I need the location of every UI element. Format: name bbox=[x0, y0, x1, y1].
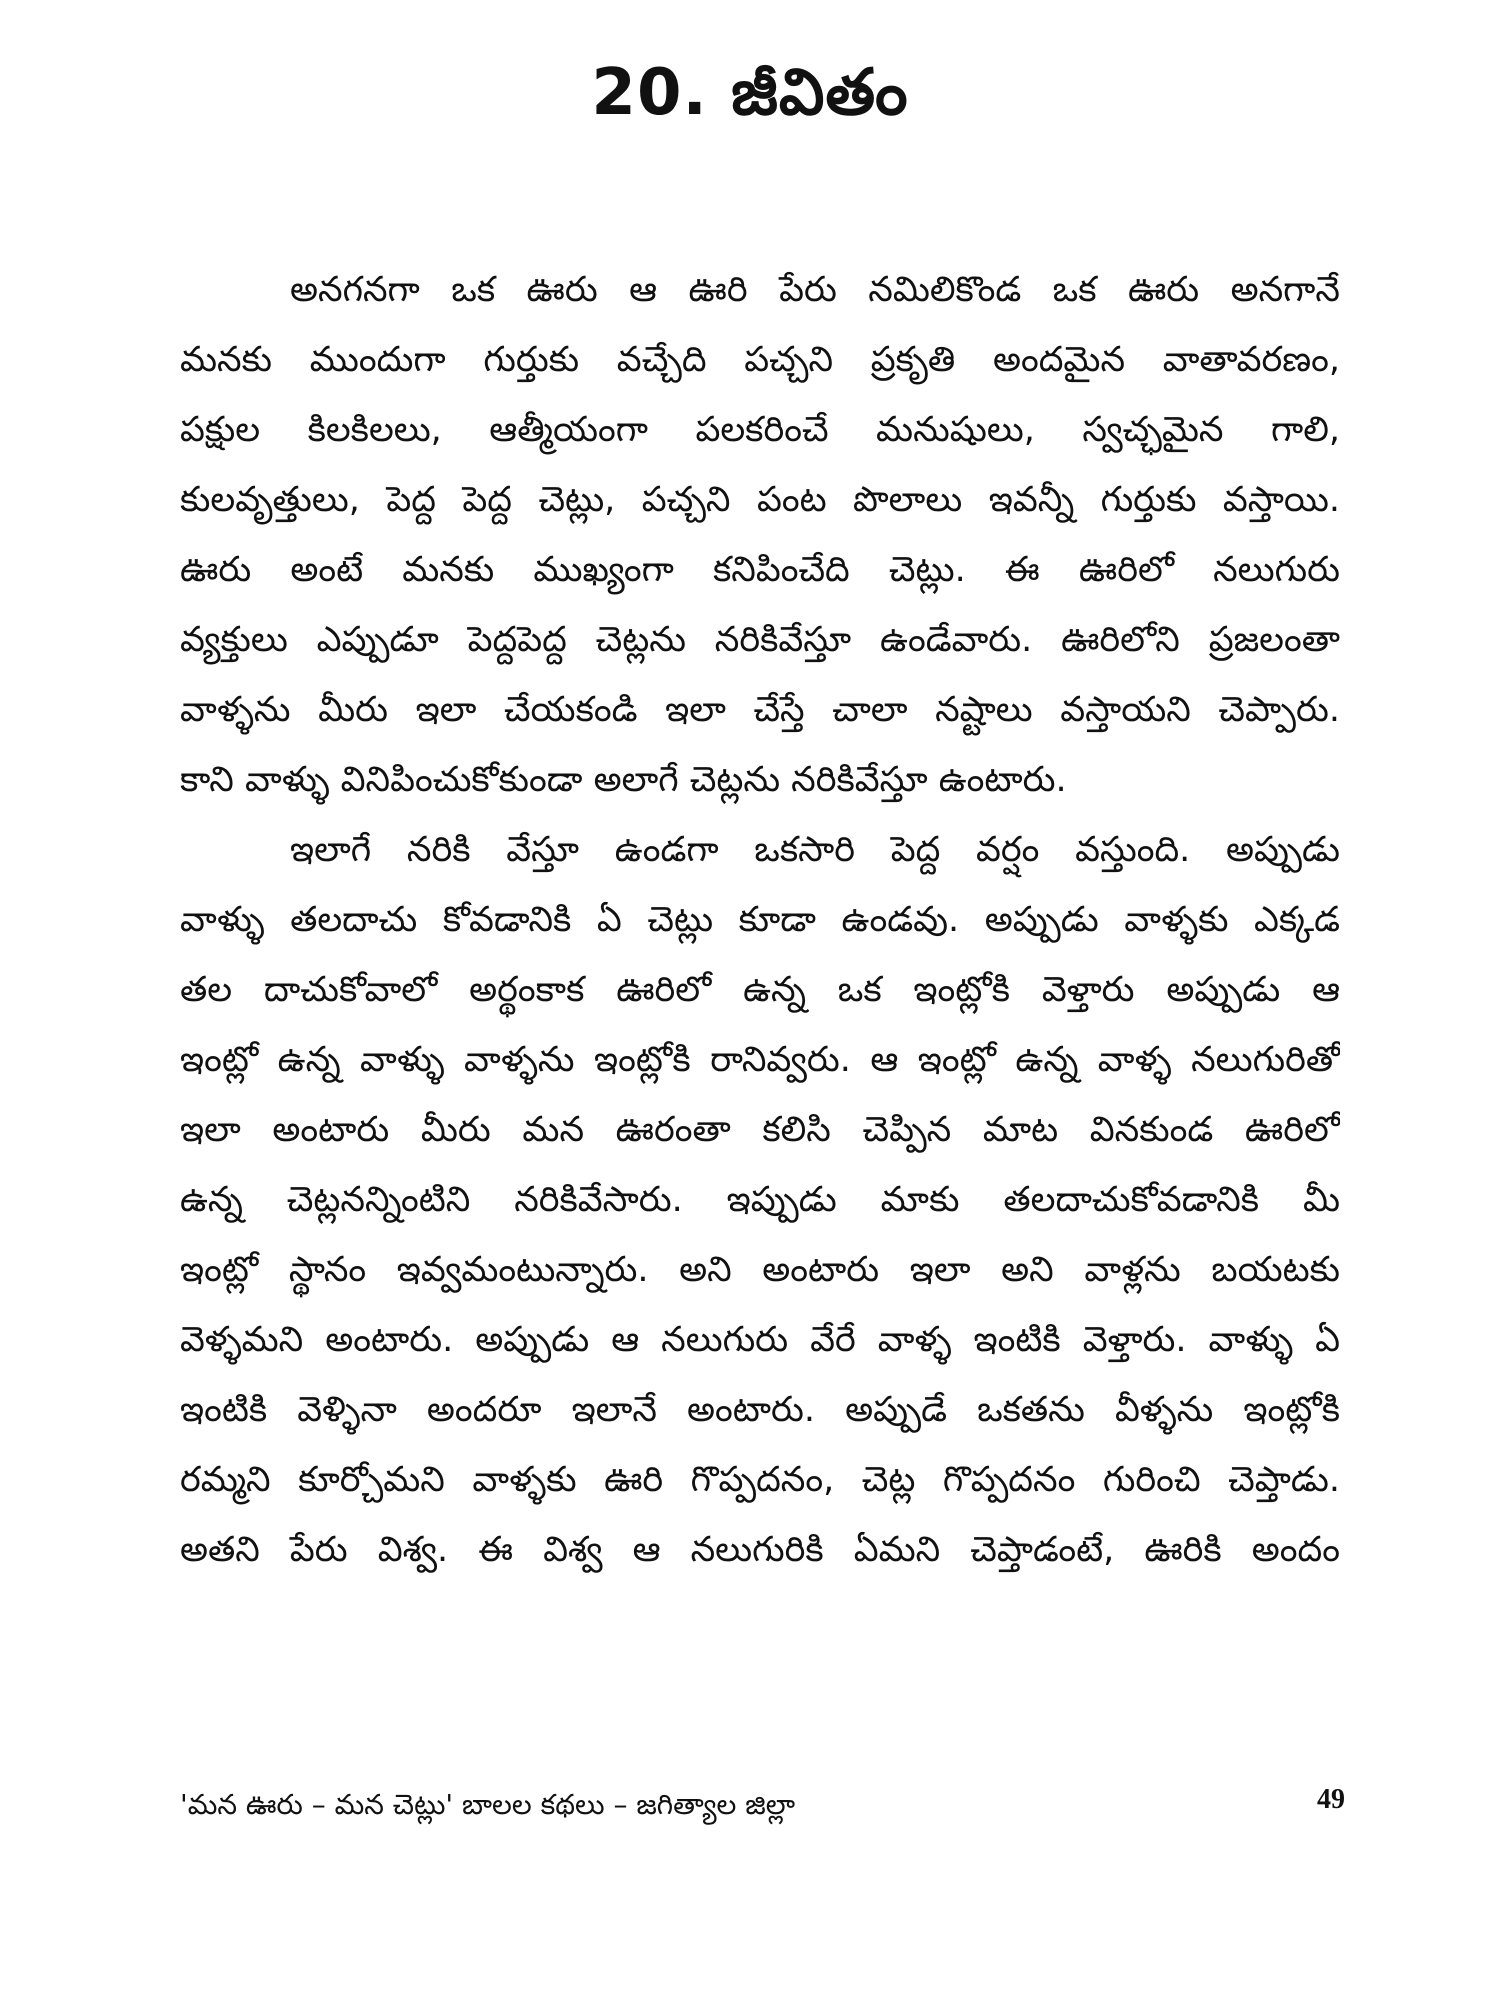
text-line: అతని పేరు విశ్వ. ఈ విశ్వ ఆ నలుగురికి ఏమని చెప్తాడంటే, ఊరికి అందం bbox=[180, 1530, 1340, 1570]
text-line: ఇంటికి వెళ్ళినా అందరూ ఇలానే అంటారు. అప్పుడే ఒకతను వీళ్ళను ఇంట్లోకి bbox=[180, 1390, 1340, 1430]
text-line: మనకు ముందుగా గుర్తుకు వచ్చేది పచ్చని ప్రకృతి అందమైన వాతావరణం, bbox=[180, 340, 1340, 380]
text-line: ఊరు అంటే మనకు ముఖ్యంగా కనిపించేది చెట్లు. ఈ ఊరిలో నలుగురు bbox=[180, 550, 1340, 590]
text-line: వ్యక్తులు ఎప్పుడూ పెద్దపెద్ద చెట్లను నరికివేస్తూ ఉండేవారు. ఊరిలోని ప్రజలంతా bbox=[180, 620, 1340, 660]
story-body bbox=[180, 255, 1340, 1585]
page-number: 49 bbox=[1317, 1784, 1345, 1815]
text-line: వెళ్ళమని అంటారు. అప్పుడు ఆ నలుగురు వేరే వాళ్ళ ఇంటికి వెళ్తారు. వాళ్ళు ఏ bbox=[180, 1320, 1340, 1360]
text-line: తల దాచుకోవాలో అర్థంకాక ఊరిలో ఉన్న ఒక ఇంట్లోకి వెళ్తారు అప్పుడు ఆ bbox=[180, 970, 1340, 1010]
text-line: ఇంట్లో ఉన్న వాళ్ళు వాళ్ళను ఇంట్లోకి రానివ్వరు. ఆ ఇంట్లో ఉన్న వాళ్ళ నలుగురితో bbox=[180, 1040, 1340, 1080]
text-line: కులవృత్తులు, పెద్ద పెద్ద చెట్లు, పచ్చని పంట పొలాలు ఇవన్నీ గుర్తుకు వస్తాయి. bbox=[180, 480, 1340, 520]
text-line: అనగనగా ఒక ఊరు ఆ ఊరి పేరు నమిలికొండ ఒక ఊరు అనగానే bbox=[290, 270, 1340, 310]
text-line: పక్షుల కిలకిలలు, ఆత్మీయంగా పలకరించే మనుషులు, స్వచ్ఛమైన గాలి, bbox=[180, 410, 1340, 450]
text-line: రమ్మని కూర్చోమని వాళ్ళకు ఊరి గొప్పదనం, చెట్ల గొప్పదనం గురించి చెప్తాడు. bbox=[180, 1460, 1340, 1500]
text-line: ఇంట్లో స్థానం ఇవ్వమంటున్నారు. అని అంటారు ఇలా అని వాళ్లను బయటకు bbox=[180, 1250, 1340, 1290]
footer-book-title: 'మన ఊరు – మన చెట్లు' బాలల కథలు – జగిత్యాల జిల్లా bbox=[180, 1788, 796, 1821]
text-line: కాని వాళ్ళు వినిపించుకోకుండా అలాగే చెట్లను నరికివేస్తూ ఉంటారు. bbox=[180, 760, 1067, 800]
text-line: వాళ్ళు తలదాచు కోవడానికి ఏ చెట్లు కూడా ఉండవు. అప్పుడు వాళ్ళకు ఎక్కడ bbox=[180, 900, 1340, 940]
text-line: ఇలా అంటారు మీరు మన ఊరంతా కలిసి చెప్పిన మాట వినకుండ ఊరిలో bbox=[180, 1110, 1340, 1150]
text-line: వాళ్ళను మీరు ఇలా చేయకండి ఇలా చేస్తే చాలా నష్టాలు వస్తాయని చెప్పారు. bbox=[180, 690, 1340, 730]
text-line: ఉన్న చెట్లనన్నింటిని నరికివేసారు. ఇప్పుడు మాకు తలదాచుకోవడానికి మీ bbox=[180, 1180, 1340, 1220]
chapter-title: 20. జీవితం bbox=[591, 56, 909, 130]
text-line: ఇలాగే నరికి వేస్తూ ఉండగా ఒకసారి పెద్ద వర్షం వస్తుంది. అప్పుడు bbox=[290, 830, 1340, 870]
